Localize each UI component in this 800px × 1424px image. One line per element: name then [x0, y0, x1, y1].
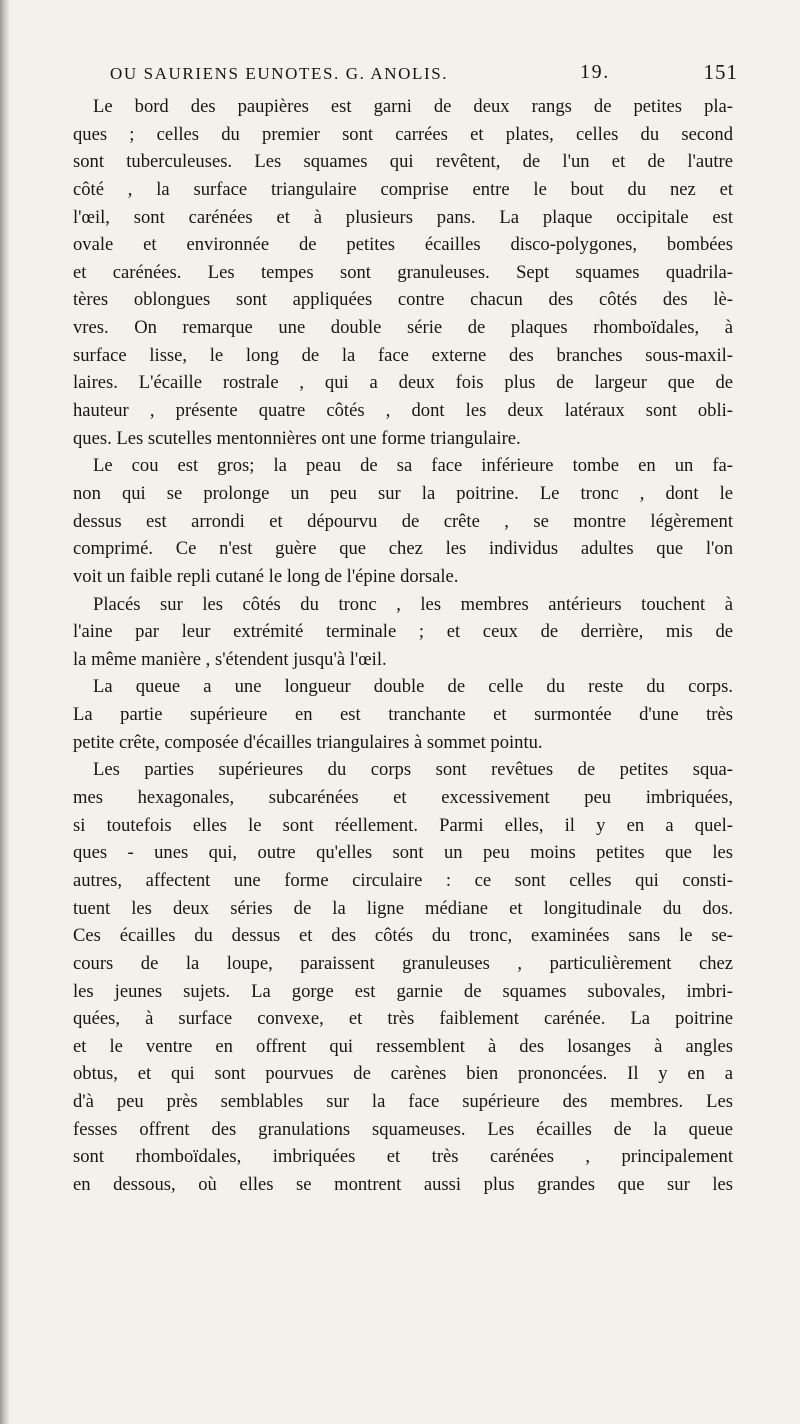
- running-head: [110, 60, 740, 90]
- text-line: en dessous, où elles se montrent aussi plus grandes que sur les: [73, 1173, 733, 1195]
- paragraph-first-line: Le bord des paupières est garni de deux rangs de petites pla-: [93, 96, 733, 117]
- text-line: laires. L'écaille rostrale , qui a deux fois plus de largeur que de: [73, 372, 733, 394]
- text-line: surface lisse, le long de la face externe des branches sous-maxil-: [73, 344, 733, 366]
- text-line: voit un faible repli cutané le long de l'épine dorsale.: [73, 565, 459, 587]
- text-line: sont tuberculeuses. Les squames qui revêtent, de l'un et de l'autre: [73, 151, 733, 173]
- text-line: les jeunes sujets. La gorge est garnie de squames subovales, imbri-: [73, 980, 733, 1002]
- text-line: ques. Les scutelles mentonnières ont une forme triangulaire.: [73, 427, 521, 449]
- text-line: l'aine par leur extrémité terminale ; et ceux de derrière, mis de: [73, 621, 733, 643]
- text-line: mes hexagonales, subcarénées et excessivement peu imbriquées,: [73, 787, 733, 809]
- text-line: dessus est arrondi et dépourvu de crête , se montre légèrement: [73, 510, 733, 532]
- text-line: vres. On remarque une double série de plaques rhomboïdales, à: [73, 317, 733, 339]
- text-line: d'à peu près semblables sur la face supérieure des membres. Les: [73, 1091, 733, 1113]
- paragraph-first-line: Placés sur les côtés du tronc , les membres antérieurs touchent à: [93, 593, 733, 615]
- text-line: et le ventre en offrent qui ressemblent à des losanges à angles: [73, 1035, 733, 1057]
- text-line: autres, affectent une forme circulaire : ce sont celles qui consti-: [73, 869, 733, 891]
- text-line: l'œil, sont carénées et à plusieurs pans. La plaque occipitale est: [73, 206, 733, 228]
- text-line: cours de la loupe, paraissent granuleuses , particulièrement chez: [73, 952, 733, 974]
- paragraph-first-line: La queue a une longueur double de celle du reste du corps.: [93, 676, 733, 698]
- text-line: tères oblongues sont appliquées contre chacun des côtés des lè-: [73, 289, 733, 311]
- text-line: ques - unes qui, outre qu'elles sont un peu moins petites que les: [73, 842, 733, 864]
- text-line: petite crête, composée d'écailles triangulaires à sommet pointu.: [73, 731, 543, 753]
- text-line: comprimé. Ce n'est guère que chez les individus adultes que l'on: [73, 538, 733, 560]
- paragraph-first-line: Le cou est gros; la peau de sa face inférieure tombe en un fa-: [93, 455, 733, 477]
- text-line: obtus, et qui sont pourvues de carènes bien prononcées. Il y en a: [73, 1063, 733, 1085]
- text-line: non qui se prolonge un peu sur la poitrine. Le tronc , dont le: [73, 482, 733, 504]
- text-line: ovale et environnée de petites écailles disco-polygones, bombées: [73, 234, 733, 256]
- text-line: La partie supérieure en est tranchante et surmontée d'une très: [73, 704, 733, 726]
- text-line: ques ; celles du premier sont carrées et plates, celles du second: [73, 123, 733, 145]
- page-binding-shadow: [0, 0, 10, 1424]
- text-line: la même manière , s'étendent jusqu'à l'œil.: [73, 648, 387, 670]
- paragraph-first-line: Les parties supérieures du corps sont revêtues de petites squa-: [93, 759, 733, 781]
- text-line: fesses offrent des granulations squameuses. Les écailles de la queue: [73, 1118, 733, 1140]
- text-line: si toutefois elles le sont réellement. Parmi elles, il y en a quel-: [73, 814, 733, 836]
- body-text: [73, 93, 733, 1199]
- section-number: 19.: [580, 61, 610, 83]
- text-line: tuent les deux séries de la ligne médiane et longitudinale du dos.: [73, 897, 733, 919]
- page-number: 151: [703, 60, 738, 84]
- text-line: et carénées. Les tempes sont granuleuses. Sept squames quadrila-: [73, 261, 733, 283]
- text-line: Ces écailles du dessus et des côtés du tronc, examinées sans le se-: [73, 925, 733, 947]
- text-line: côté , la surface triangulaire comprise entre le bout du nez et: [73, 178, 733, 200]
- text-line: sont rhomboïdales, imbriquées et très carénées , principalement: [73, 1146, 733, 1168]
- text-line: quées, à surface convexe, et très faiblement carénée. La poitrine: [73, 1008, 733, 1030]
- text-line: hauteur , présente quatre côtés , dont les deux latéraux sont obli-: [73, 400, 733, 422]
- running-head-title: OU SAURIENS EUNOTES. G. ANOLIS.: [110, 64, 449, 83]
